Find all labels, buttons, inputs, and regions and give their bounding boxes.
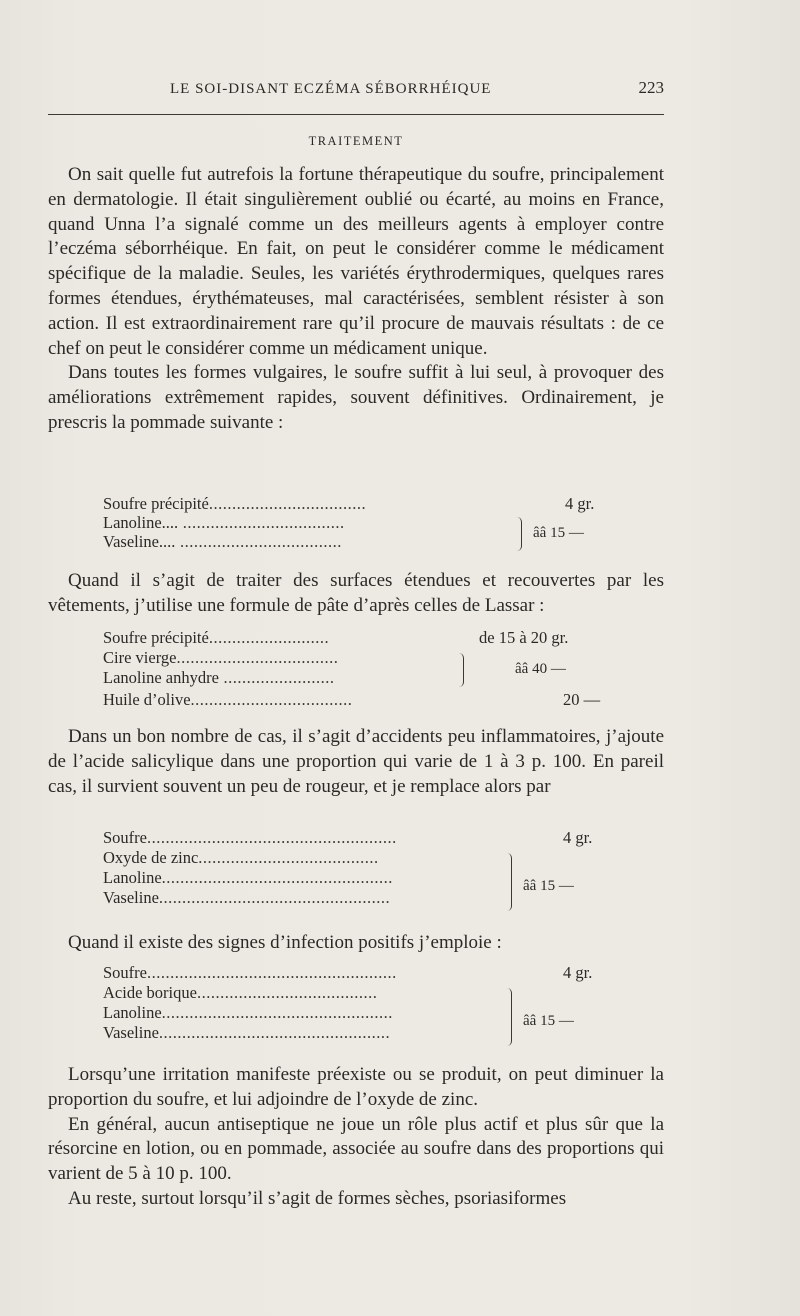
recipe-3-brace-quantity: ââ 15 — bbox=[523, 878, 574, 894]
page-number: 223 bbox=[638, 78, 664, 97]
recipe-1-ingredient: Lanoline.... ................................... bbox=[103, 513, 345, 532]
paragraph-8: Au reste, surtout lorsqu’il s’agit de formes sèches, psoriasiformes bbox=[68, 1187, 567, 1209]
recipe-2-ingredient: Cire vierge................................... bbox=[103, 648, 339, 667]
recipe-3-ingredient: Lanoline.................................................. bbox=[103, 868, 393, 887]
header-rule bbox=[48, 114, 664, 115]
recipe-2-quantity: de 15 à 20 gr. bbox=[479, 628, 569, 647]
recipe-2-brace-quantity: ââ 40 — bbox=[515, 661, 566, 677]
paragraph-5: Quand il existe des signes d’infection positifs j’emploie : bbox=[68, 932, 502, 953]
section-title: TRAITEMENT bbox=[308, 134, 404, 148]
recipe-2-ingredient: Soufre précipité.......................... bbox=[103, 628, 330, 647]
recipe-4-quantity: 4 gr. bbox=[563, 963, 593, 982]
paragraph-7: En général, aucun antiseptique ne joue un rôle plus actif et plus sûr que la résorcine en lotion, ou en pommade, associée au soufre dans des proportions qui varient de 5 à 10 p. 100. bbox=[48, 1113, 664, 1185]
recipe-2-quantity: 20 — bbox=[563, 690, 601, 709]
recipe-2-ingredient: Huile d’olive................................... bbox=[103, 690, 353, 709]
recipe-1-quantity: 4 gr. bbox=[565, 494, 595, 513]
paragraph-4: Dans un bon nombre de cas, il s’agit d’accidents peu inflammatoires, j’ajoute de l’acide salicylique dans une proportion qui varie de 1 à 3 p. 100. En pareil cas, il survient souvent un peu de rougeur, et je remplace alors par bbox=[48, 726, 664, 797]
recipe-2-brace bbox=[459, 653, 464, 687]
running-title: LE SOI-DISANT ECZÉMA SÉBORRHÉIQUE bbox=[170, 81, 492, 97]
recipe-3-ingredient: Soufre...................................................... bbox=[103, 828, 397, 847]
recipe-1-ingredient: Soufre précipité.................................. bbox=[103, 494, 367, 513]
recipe-1-brace bbox=[517, 517, 522, 551]
recipe-3-quantity: 4 gr. bbox=[563, 828, 593, 847]
recipe-4-ingredient: Acide borique....................................... bbox=[103, 983, 378, 1002]
paragraph-1: On sait quelle fut autrefois la fortune thérapeutique du soufre, principalement en dermatologie. Il était singulièrement oublié ou écarté, au moins en France, quand Unna l’a signalé comme un des meilleurs agents à employer contre l’eczéma séborrhéique. En fait, on peut le considérer comme le médicament spécifique de la maladie. Seules, les variétés érythrodermiques, quelques rares formes étendues, érythémateuses, mal caractérisées, semblent résister à son action. Il est extraordinairement rare qu’il procure de mauvais résultats : de ce chef on peut le considérer comme un médicament unique. Dans toutes les formes vulgaires, le soufre suffit à lui seul, à provoquer des améliorations extrêmement rapides, souvent définitives. Ordinairement, je prescris la pommade suivante : bbox=[48, 163, 664, 436]
paragraph-6: Lorsqu’une irritation manifeste préexiste ou se produit, on peut diminuer la proportion du soufre, et lui adjoindre de l’oxyde de zinc. En général, aucun antiseptique ne joue un rôle plus actif et plus sûr que la résorcine en lotion, ou en pommade, associée au soufre dans des proportions qui varient de 5 à 10 p. 100. Au reste, surtout lorsqu’il s’agit de formes sèches, psoriasiformes bbox=[48, 1063, 664, 1212]
running-head bbox=[48, 78, 664, 98]
recipe-4-brace-quantity: ââ 15 — bbox=[523, 1013, 574, 1029]
paragraph-2: Dans toutes les formes vulgaires, le soufre suffit à lui seul, à provoquer des améliorations extrêmement rapides, souvent définitives. Ordinairement, je prescris la pommade suivante : bbox=[48, 362, 664, 433]
recipe-1-ingredient: Vaseline.... ................................... bbox=[103, 532, 342, 551]
recipe-4-brace bbox=[507, 988, 512, 1046]
recipe-3-ingredient: Vaseline.................................................. bbox=[103, 888, 391, 907]
recipe-4-ingredient: Soufre...................................................... bbox=[103, 963, 397, 982]
recipe-4-ingredient: Lanoline.................................................. bbox=[103, 1003, 393, 1022]
recipe-2-ingredient: Lanoline anhydre ........................ bbox=[103, 668, 335, 687]
recipe-1-brace-quantity: ââ 15 — bbox=[533, 525, 584, 541]
recipe-3-ingredient: Oxyde de zinc....................................... bbox=[103, 848, 379, 867]
recipe-3-brace bbox=[507, 853, 512, 911]
recipe-4-ingredient: Vaseline.................................................. bbox=[103, 1023, 391, 1042]
paragraph-3: Quand il s’agit de traiter des surfaces étendues et recouvertes par les vêtements, j’utilise une formule de pâte d’après celles de Lassar : bbox=[48, 570, 664, 616]
